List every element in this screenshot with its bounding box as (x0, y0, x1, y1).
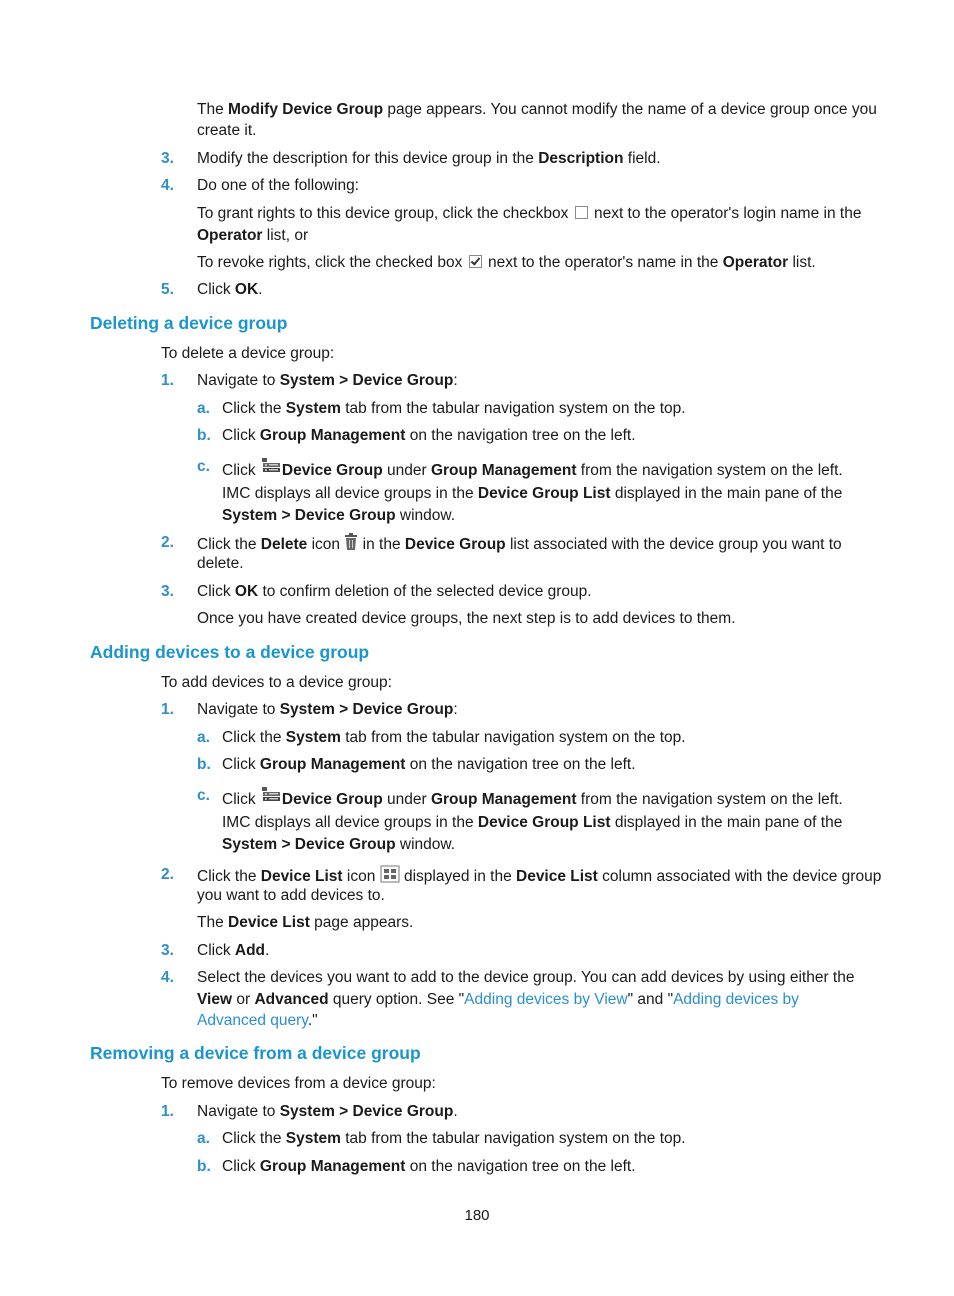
step-number: 3. (161, 583, 174, 600)
step-number: 1. (161, 701, 174, 718)
step-text: Do one of the following: (197, 177, 359, 194)
text: column associated with the device group (597, 868, 882, 885)
text: to confirm deletion of the selected device group. (258, 583, 592, 600)
text: Advanced (254, 991, 329, 1008)
step-number: 4. (161, 177, 174, 194)
text: . (258, 281, 263, 298)
text: on the navigation tree on the left. (405, 427, 636, 444)
text: Group Management (259, 756, 406, 773)
page-number: 180 (464, 1207, 490, 1224)
text: Device Group (281, 791, 383, 808)
text: Group Management (430, 462, 577, 479)
step-number: 1. (161, 372, 174, 389)
paragraph (222, 813, 842, 833)
text: page appears. (309, 914, 414, 931)
text: Device List (228, 914, 310, 931)
checked-box-icon (469, 255, 482, 268)
text: delete. (197, 555, 244, 572)
text: field. (623, 150, 661, 167)
text: To revoke rights, click the checked box (197, 254, 467, 271)
text: System > Device Group (222, 507, 396, 524)
text: Modify the description for this device group in the (197, 150, 539, 167)
step-number: 5. (161, 281, 174, 298)
text: View (197, 991, 233, 1008)
text: window. (395, 507, 456, 524)
step-text (197, 149, 661, 169)
step-text (197, 700, 458, 720)
text: Click the (222, 729, 286, 746)
paragraph (197, 253, 816, 273)
paragraph (197, 554, 244, 574)
text: : (453, 701, 458, 718)
substep-letter: a. (197, 729, 210, 746)
text: on the navigation tree on the left. (405, 756, 636, 773)
text: you want to add devices to. (197, 887, 385, 904)
text: Click (222, 427, 260, 444)
text: or (232, 991, 255, 1008)
text: System (285, 729, 341, 746)
paragraph (197, 121, 256, 141)
step-number: 1. (161, 1103, 174, 1120)
text: Device List (260, 868, 343, 885)
step-number: 3. (161, 942, 174, 959)
step-text (197, 968, 854, 988)
substep-letter: b. (197, 756, 211, 773)
text: Device Group List (477, 814, 611, 831)
text: window. (395, 836, 456, 853)
text: Select the devices you want to add to the device group. You can add devices by using either the (197, 969, 855, 986)
text: under (382, 462, 431, 479)
text: list associated with the device group you want to (505, 536, 842, 553)
text: from the navigation system on the left. (576, 791, 843, 808)
text: Click (222, 1158, 260, 1175)
text: IMC displays all device groups in the (222, 485, 478, 502)
paragraph (197, 886, 385, 906)
step-text (197, 371, 458, 391)
text: Click the (222, 1130, 286, 1147)
step-number: 2. (161, 866, 174, 883)
lead-text: To delete a device group: (161, 345, 335, 362)
text: tab from the tabular navigation system on the top. (340, 400, 686, 417)
text: displayed in the main pane of the (610, 485, 843, 502)
step-text (197, 582, 592, 602)
text: To grant rights to this device group, click the checkbox (197, 205, 573, 222)
step-text (197, 280, 262, 300)
checkbox-icon (575, 206, 588, 219)
text: Operator (722, 254, 789, 271)
text: Device List (516, 868, 598, 885)
text: System > Device Group (279, 1103, 454, 1120)
text: page appears. You cannot modify the name of a device group once you (383, 101, 877, 118)
substep-letter: b. (197, 1158, 211, 1175)
text: icon (342, 868, 380, 885)
paragraph (197, 204, 861, 224)
section-heading: Removing a device from a device group (90, 1043, 421, 1063)
section-heading: Adding devices to a device group (90, 642, 370, 662)
link-adding-devices-by-view[interactable]: Adding devices by View (464, 991, 628, 1008)
section-heading: Deleting a device group (90, 313, 288, 333)
text: create it. (197, 122, 257, 139)
text: next to the operator's name in the (483, 254, 723, 271)
text: Delete (260, 536, 308, 553)
text: Add (234, 942, 266, 959)
paragraph (222, 835, 455, 855)
text: tab from the tabular navigation system on the top. (340, 729, 686, 746)
substep-letter: c. (197, 458, 210, 475)
text: Click (222, 791, 260, 808)
lead-text: To add devices to a device group: (161, 674, 392, 691)
text: Navigate to (197, 1103, 280, 1120)
step-text (197, 533, 842, 557)
text: The (197, 914, 229, 931)
text: System (285, 1130, 341, 1147)
step-number: 4. (161, 969, 174, 986)
step-text (197, 1102, 458, 1122)
substep-text (222, 426, 636, 446)
text: Operator (197, 227, 263, 244)
text: Click the (222, 400, 286, 417)
text: OK (234, 583, 259, 600)
paragraph (222, 484, 842, 504)
text: ." (307, 1012, 318, 1029)
substep-text (222, 728, 686, 748)
text: OK (234, 281, 259, 298)
text: Click the (197, 868, 261, 885)
text: System > Device Group (279, 701, 454, 718)
paragraph: Once you have created device groups, the next step is to add devices to them. (197, 610, 736, 627)
text: next to the operator's login name in the (589, 205, 862, 222)
text: displayed in the (399, 868, 516, 885)
substep-text (222, 786, 843, 812)
substep-text (222, 1157, 636, 1177)
paragraph (197, 1011, 318, 1031)
substep-letter: c. (197, 787, 210, 804)
text: Group Management (259, 1158, 406, 1175)
text: Device Group (404, 536, 506, 553)
substep-letter: b. (197, 427, 211, 444)
text: The (197, 101, 229, 118)
text: Click (197, 942, 235, 959)
text: System > Device Group (279, 372, 454, 389)
text: Click the (197, 536, 261, 553)
substep-text (222, 399, 686, 419)
paragraph (197, 100, 877, 120)
lead-text: To remove devices from a device group: (161, 1075, 436, 1092)
paragraph (197, 990, 799, 1010)
substep-text (222, 457, 843, 483)
text: Group Management (259, 427, 406, 444)
text: . (265, 942, 270, 959)
text: on the navigation tree on the left. (405, 1158, 636, 1175)
text: Click (222, 462, 260, 479)
text: tab from the tabular navigation system on the top. (340, 1130, 686, 1147)
text: icon (307, 536, 345, 553)
text: Click (197, 281, 235, 298)
text: Description (538, 150, 624, 167)
substep-letter: a. (197, 1130, 210, 1147)
text: list. (788, 254, 816, 271)
text: Device Group List (477, 485, 611, 502)
substep-text (222, 755, 636, 775)
paragraph (222, 506, 455, 526)
text: . (453, 1103, 458, 1120)
text: Navigate to (197, 701, 280, 718)
paragraph (197, 913, 413, 933)
text: System > Device Group (222, 836, 396, 853)
text: IMC displays all device groups in the (222, 814, 478, 831)
substep-text (222, 1129, 686, 1149)
text: Device Group (281, 462, 383, 479)
text: System (285, 400, 341, 417)
link-adding-devices-by-advanced-query[interactable]: Adding devices by (673, 991, 799, 1008)
text: " and " (627, 991, 674, 1008)
text: Navigate to (197, 372, 280, 389)
link-adding-devices-by-advanced-query-cont[interactable]: Advanced query (197, 1012, 308, 1029)
device-group-icon (260, 786, 282, 812)
text: under (382, 791, 431, 808)
step-number: 2. (161, 534, 174, 551)
text: Group Management (430, 791, 577, 808)
text: Click (197, 583, 235, 600)
text: from the navigation system on the left. (576, 462, 843, 479)
text: : (453, 372, 458, 389)
substep-letter: a. (197, 400, 210, 417)
text: displayed in the main pane of the (610, 814, 843, 831)
trash-icon (344, 533, 358, 557)
step-number: 3. (161, 150, 174, 167)
paragraph (197, 226, 308, 246)
text: in the (358, 536, 405, 553)
text: Click (222, 756, 260, 773)
text: list, or (262, 227, 309, 244)
device-group-icon (260, 457, 282, 483)
text: Modify Device Group (228, 101, 384, 118)
step-text (197, 941, 269, 961)
text: query option. See " (328, 991, 465, 1008)
